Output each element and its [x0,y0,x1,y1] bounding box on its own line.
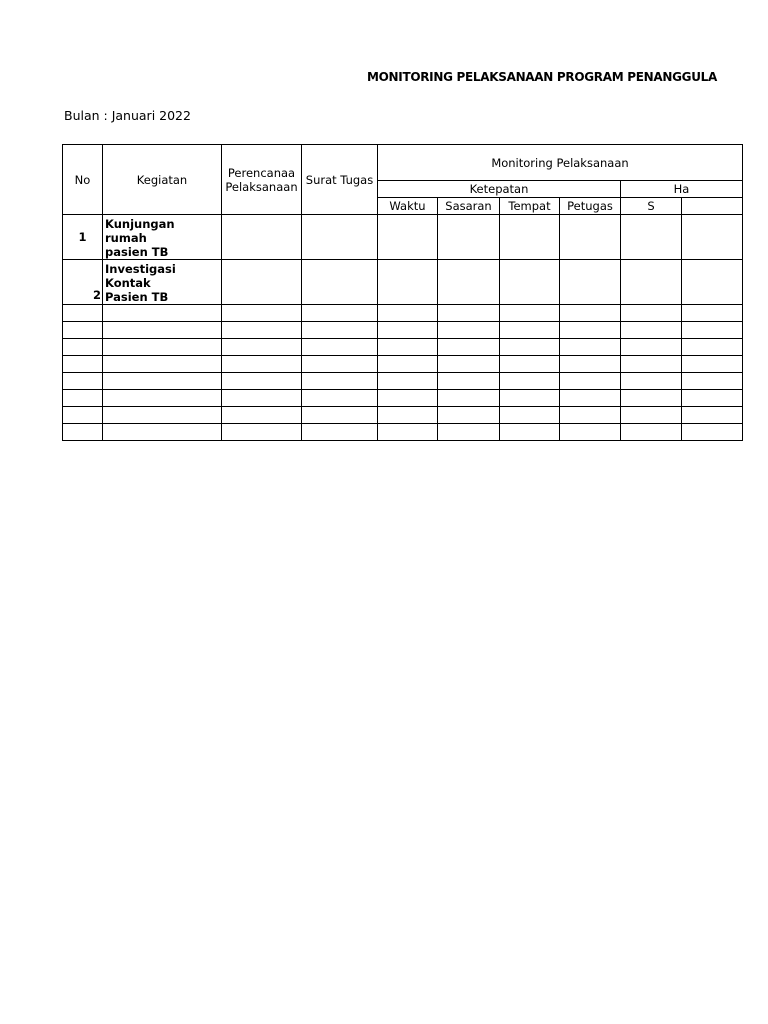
table-cell [378,407,438,424]
table-cell [682,390,743,407]
table-row [63,407,743,424]
table-cell [222,322,302,339]
table-cell [621,407,682,424]
table-cell [222,390,302,407]
header-perencanaan [222,145,302,215]
table-cell [302,356,378,373]
cell-perencanaan [222,260,302,305]
table-row [63,215,743,260]
cell-petugas [560,215,621,260]
header-blank [682,198,743,215]
cell-waktu [378,215,438,260]
table-cell [560,407,621,424]
table-cell [438,339,500,356]
table-cell [682,373,743,390]
table-cell [103,339,222,356]
cell-tempat [500,260,560,305]
table-row [63,322,743,339]
header-tempat: Tempat [500,198,560,215]
header-ketepatan: Ketepatan [378,181,621,198]
table-cell [63,356,103,373]
header-no: No [63,145,103,215]
table-cell [500,407,560,424]
monitoring-table [62,144,743,441]
row-kegiatan-line2: pasien TB [105,245,169,259]
table-cell [621,373,682,390]
row-no: 1 [63,215,103,260]
table-row [63,260,743,305]
table-cell [438,407,500,424]
header-petugas: Petugas [560,198,621,215]
table-cell [222,407,302,424]
header-monitoring: Monitoring Pelaksanaan [378,145,743,181]
table-cell [560,373,621,390]
table-cell [682,339,743,356]
cell-petugas [560,260,621,305]
table-cell [560,322,621,339]
header-perencanaan-line1: Perencanaa [227,165,296,180]
header-sasaran: Sasaran [438,198,500,215]
table-cell [103,424,222,441]
table-cell [621,390,682,407]
table-cell [103,305,222,322]
table-cell [621,322,682,339]
table-cell [302,407,378,424]
cell-tempat [500,215,560,260]
header-s: S [621,198,682,215]
table-cell [438,373,500,390]
table-cell [103,322,222,339]
cell-sasaran [438,260,500,305]
header-surat-tugas: Surat Tugas [302,145,378,215]
table-cell [103,356,222,373]
row-kegiatan-line1: Kunjungan rumah [105,217,175,245]
table-cell [302,424,378,441]
empty-rows [63,305,743,441]
table-cell [682,424,743,441]
table-cell [500,322,560,339]
table-cell [302,390,378,407]
table-cell [682,356,743,373]
table-cell [222,305,302,322]
table-cell [302,373,378,390]
table-cell [63,339,103,356]
table-row [63,339,743,356]
table-row [63,305,743,322]
table-cell [560,424,621,441]
table-cell [560,305,621,322]
table-cell [500,305,560,322]
table-cell [103,407,222,424]
table-cell [438,424,500,441]
table-cell [103,373,222,390]
header-kegiatan: Kegiatan [103,145,222,215]
table-row [63,390,743,407]
table-cell [378,373,438,390]
table-cell [63,373,103,390]
table-cell [621,339,682,356]
row-kegiatan-line1: Investigasi Kontak [105,262,176,290]
header-perencanaan-line2: Pelaksanaan [225,179,298,194]
table-cell [682,407,743,424]
cell-extra [682,260,743,305]
header-waktu: Waktu [378,198,438,215]
table-cell [222,339,302,356]
cell-waktu [378,260,438,305]
table-cell [560,356,621,373]
table-cell [222,373,302,390]
table-cell [438,305,500,322]
cell-extra [682,215,743,260]
cell-perencanaan [222,215,302,260]
table-cell [378,322,438,339]
table-cell [500,390,560,407]
table-cell [63,407,103,424]
cell-s [621,215,682,260]
table-cell [302,322,378,339]
table-cell [103,390,222,407]
table-cell [500,339,560,356]
table-cell [63,424,103,441]
table-cell [682,322,743,339]
table-cell [63,322,103,339]
table-cell [621,424,682,441]
monitoring-table-container [62,144,690,446]
table-cell [63,390,103,407]
table-cell [302,339,378,356]
table-cell [621,305,682,322]
row-kegiatan [103,260,222,305]
table-cell [438,356,500,373]
cell-s [621,260,682,305]
table-cell [621,356,682,373]
table-cell [438,322,500,339]
table-row [63,373,743,390]
table-cell [222,424,302,441]
row-no: 2 [63,260,103,305]
document-title: MONITORING PELAKSANAAN PROGRAM PENANGGULA [367,70,717,84]
table-cell [682,305,743,322]
table-cell [560,390,621,407]
table-row [63,424,743,441]
cell-sasaran [438,215,500,260]
table-cell [500,373,560,390]
table-cell [560,339,621,356]
table-cell [378,424,438,441]
header-ha: Ha [621,181,743,198]
table-cell [500,424,560,441]
reporting-period: Bulan : Januari 2022 [64,108,191,123]
table-cell [378,390,438,407]
table-cell [63,305,103,322]
table-row [63,356,743,373]
table-cell [378,339,438,356]
table-cell [378,356,438,373]
table-cell [378,305,438,322]
table-cell [438,390,500,407]
table-cell [302,305,378,322]
table-cell [500,356,560,373]
table-cell [222,356,302,373]
cell-surat-tugas [302,215,378,260]
row-kegiatan [103,215,222,260]
header-row-1 [63,145,743,181]
cell-surat-tugas [302,260,378,305]
row-kegiatan-line2: Pasien TB [105,290,169,304]
